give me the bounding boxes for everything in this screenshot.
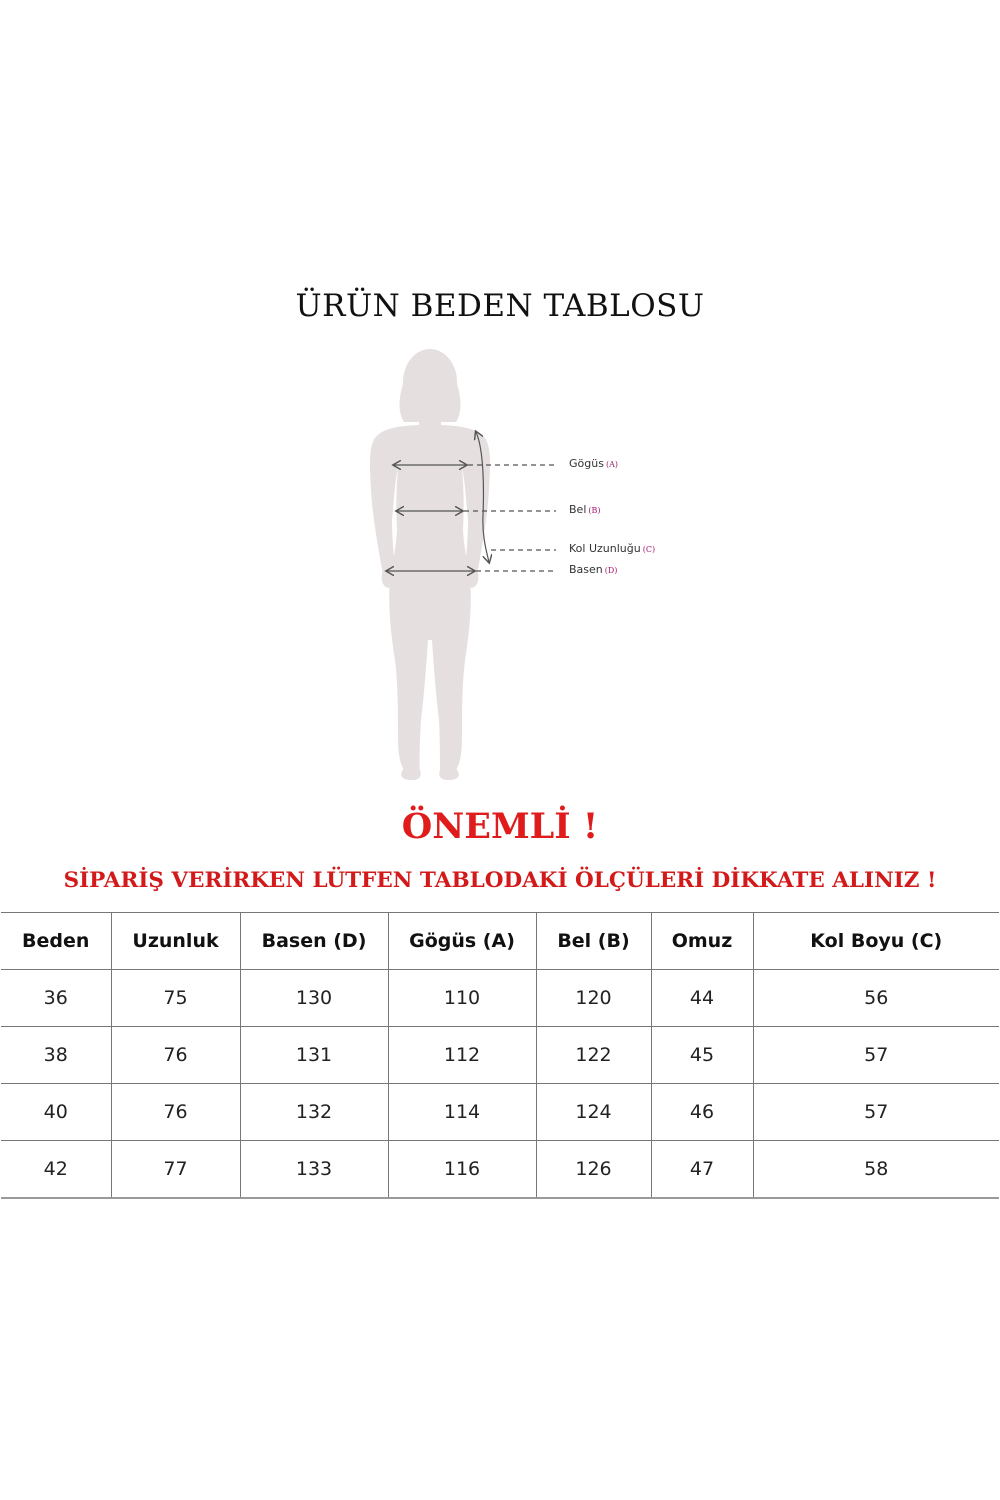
table-cell: 47 xyxy=(651,1141,753,1199)
table-cell: 38 xyxy=(1,1027,111,1084)
table-cell: 57 xyxy=(753,1084,999,1141)
table-cell: 45 xyxy=(651,1027,753,1084)
header-gogus: Gögüs (A) xyxy=(388,913,536,970)
table-cell: 76 xyxy=(111,1084,240,1141)
label-basen xyxy=(569,563,617,576)
important-message: SİPARİŞ VERİRKEN LÜTFEN TABLODAKİ ÖLÇÜLERİ DİKKATE ALINIZ ! xyxy=(63,868,937,893)
table-cell: 116 xyxy=(388,1141,536,1199)
table-cell: 120 xyxy=(536,970,651,1027)
header-beden: Beden xyxy=(1,913,111,970)
table-cell: 133 xyxy=(240,1141,388,1199)
label-bel-code: (B) xyxy=(588,506,601,515)
table-header-row xyxy=(1,913,999,970)
label-bel xyxy=(569,503,601,516)
table-cell: 58 xyxy=(753,1141,999,1199)
label-basen-code: (D) xyxy=(604,566,618,575)
table-cell: 75 xyxy=(111,970,240,1027)
label-gogus-name: Gögüs xyxy=(569,457,604,470)
label-gogus xyxy=(569,457,618,470)
page-title: ÜRÜN BEDEN TABLOSU xyxy=(295,288,705,324)
label-gogus-code: (A) xyxy=(605,460,618,469)
label-bel-name: Bel xyxy=(569,503,587,516)
table-cell: 40 xyxy=(1,1084,111,1141)
table-row xyxy=(1,1084,999,1141)
header-basen: Basen (D) xyxy=(240,913,388,970)
table-cell: 124 xyxy=(536,1084,651,1141)
woman-silhouette xyxy=(370,349,490,780)
important-heading: ÖNEMLİ ! xyxy=(401,806,599,847)
table-cell: 122 xyxy=(536,1027,651,1084)
size-table xyxy=(1,912,999,1199)
table-cell: 42 xyxy=(1,1141,111,1199)
table-cell: 56 xyxy=(753,970,999,1027)
body-measurement-figure xyxy=(0,340,1000,785)
label-basen-name: Basen xyxy=(569,563,603,576)
table-cell: 112 xyxy=(388,1027,536,1084)
table-row xyxy=(1,970,999,1027)
label-kol-name: Kol Uzunluğu xyxy=(569,542,641,555)
table-cell: 76 xyxy=(111,1027,240,1084)
silhouette-illustration xyxy=(0,340,1000,785)
label-kol-uzunlugu xyxy=(569,542,655,555)
table-row xyxy=(1,1141,999,1199)
table-cell: 110 xyxy=(388,970,536,1027)
table-cell: 57 xyxy=(753,1027,999,1084)
table-row xyxy=(1,1027,999,1084)
table-cell: 46 xyxy=(651,1084,753,1141)
table-cell: 114 xyxy=(388,1084,536,1141)
table-cell: 131 xyxy=(240,1027,388,1084)
header-kol-boyu: Kol Boyu (C) xyxy=(753,913,999,970)
table-cell: 130 xyxy=(240,970,388,1027)
table-cell: 77 xyxy=(111,1141,240,1199)
table-cell: 132 xyxy=(240,1084,388,1141)
table-cell: 126 xyxy=(536,1141,651,1199)
table-cell: 36 xyxy=(1,970,111,1027)
header-uzunluk: Uzunluk xyxy=(111,913,240,970)
label-kol-code: (C) xyxy=(642,545,656,554)
header-bel: Bel (B) xyxy=(536,913,651,970)
header-omuz: Omuz xyxy=(651,913,753,970)
table-cell: 44 xyxy=(651,970,753,1027)
